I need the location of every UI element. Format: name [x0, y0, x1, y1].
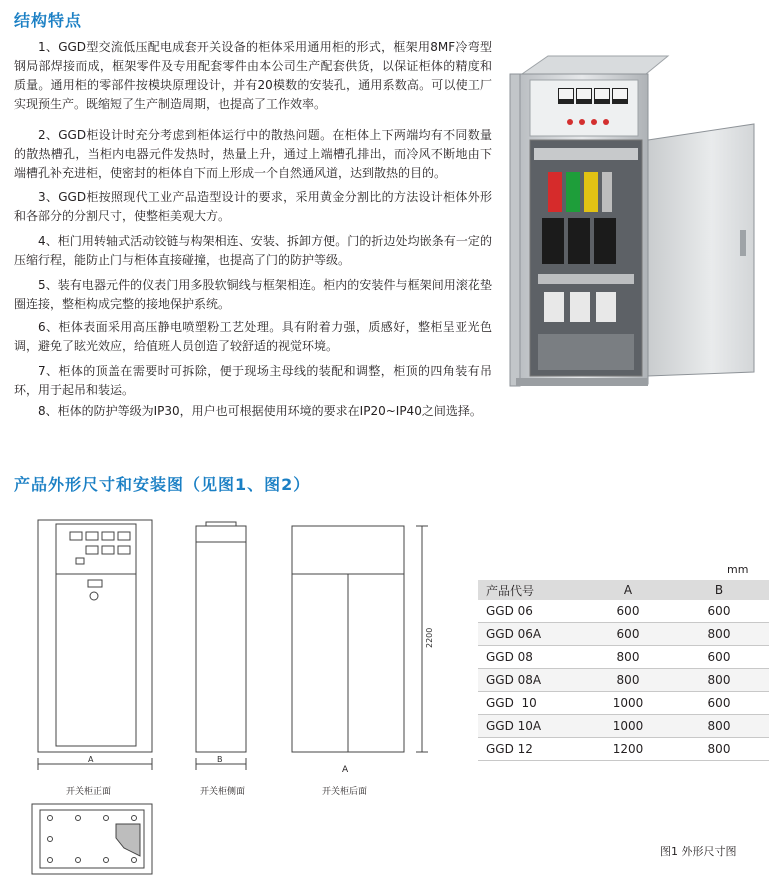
cell-a: 800: [587, 646, 669, 669]
cell-a: 1000: [587, 715, 669, 738]
side-dim-b: B: [217, 755, 223, 764]
cell-a: 600: [587, 623, 669, 646]
cell-product-code: GGD 10: [478, 692, 587, 715]
cabinet-photo: [508, 52, 760, 394]
back-view-caption: 开关柜后面: [322, 787, 368, 797]
table-header-row: [478, 580, 769, 600]
unit-label: mm: [727, 563, 749, 576]
cell-b: 600: [669, 692, 769, 715]
table-row: [478, 646, 769, 669]
cell-a: 1000: [587, 692, 669, 715]
cell-product-code: GGD 08A: [478, 669, 587, 692]
back-dim-a: A: [342, 765, 349, 775]
table-row: [478, 738, 769, 761]
feature-paragraph-7: 7、柜体的顶盖在需要时可拆除，便于现场主母线的装配和调整，柜顶的四角装有吊环，用于起吊和装运。: [14, 364, 492, 397]
table-row: [478, 600, 769, 623]
header-b: B: [669, 580, 769, 600]
section-title-dimensions: 产品外形尺寸和安装图（见图1、图2）: [14, 475, 311, 494]
cell-a: 600: [587, 600, 669, 623]
feature-paragraph-2: 2、GGD柜设计时充分考虑到柜体运行中的散热问题。在柜体上下两端均有不同数量的散热槽孔，当柜内电器元件发热时，热量上升，通过上端槽孔排出，而冷风不断地由下端槽孔补充进柜，使密封的柜体自下而上形成一个自然通风道，达到散热的目的。: [14, 128, 492, 180]
front-view-caption: 开关柜正面: [66, 787, 112, 797]
cell-b: 800: [669, 738, 769, 761]
feature-paragraph-1: 1、GGD型交流低压配电成套开关设备的柜体采用通用柜的形式，框架用8MF冷弯型钢局部焊接而成，框架零件及专用配套零件由本公司生产配套供货，以保证柜体的精度和质量。通用柜的零部件按模块原理设计，并有20模数的安装孔，通用系数高。可以使工厂实现预生产。既缩短了生产制造周期，也提高了工作效率。: [14, 40, 492, 111]
feature-paragraph-8: 8、柜体的防护等级为IP30，用户也可根据使用环境的要求在IP20~IP40之间选择。: [38, 404, 482, 418]
header-product-code: 产品代号: [478, 580, 587, 600]
cell-product-code: GGD 12: [478, 738, 587, 761]
front-view-drawing: [30, 518, 160, 774]
front-dim-a: A: [88, 755, 94, 764]
cell-product-code: GGD 08: [478, 646, 587, 669]
cell-a: 800: [587, 669, 669, 692]
side-view-caption: 开关柜侧面: [200, 787, 246, 797]
table-row: [478, 669, 769, 692]
table-row: [478, 623, 769, 646]
cell-b: 600: [669, 646, 769, 669]
cell-b: 800: [669, 669, 769, 692]
table-row: [478, 692, 769, 715]
cell-product-code: GGD 06: [478, 600, 587, 623]
table-row: [478, 715, 769, 738]
dimension-table: [478, 580, 769, 761]
cell-b: 600: [669, 600, 769, 623]
feature-paragraph-6: 6、柜体表面采用高压静电喷塑粉工艺处理。具有附着力强，质感好，整柜呈亚光色调，避免了眩光效应，给值班人员创造了较舒适的视觉环境。: [14, 320, 492, 353]
feature-paragraph-5: 5、装有电器元件的仪表门用多股软铜线与框架相连。柜内的安装件与框架间用滚花垫圈连接，整柜构成完整的接地保护系统。: [14, 278, 492, 311]
cell-b: 800: [669, 623, 769, 646]
section-title-structure: 结构特点: [14, 11, 83, 30]
base-plan-drawing: [28, 800, 156, 878]
back-view-drawing: [286, 518, 436, 774]
cell-product-code: GGD 06A: [478, 623, 587, 646]
cell-a: 1200: [587, 738, 669, 761]
figure-caption: 图1 外形尺寸图: [660, 845, 737, 858]
side-view-drawing: [184, 518, 256, 774]
header-a: A: [587, 580, 669, 600]
cell-product-code: GGD 10A: [478, 715, 587, 738]
feature-paragraph-4: 4、柜门用转轴式活动铰链与构架相连、安装、拆卸方便。门的折边处均嵌条有一定的压缩行程，能防止门与柜体直接碰撞，也提高了门的防护等级。: [14, 234, 492, 267]
cell-b: 800: [669, 715, 769, 738]
feature-paragraph-3: 3、GGD柜按照现代工业产品造型设计的要求，采用黄金分割比的方法设计柜体外形和各部分的分割尺寸，使整柜美观大方。: [14, 190, 492, 223]
height-dimension: 2200: [425, 627, 434, 648]
